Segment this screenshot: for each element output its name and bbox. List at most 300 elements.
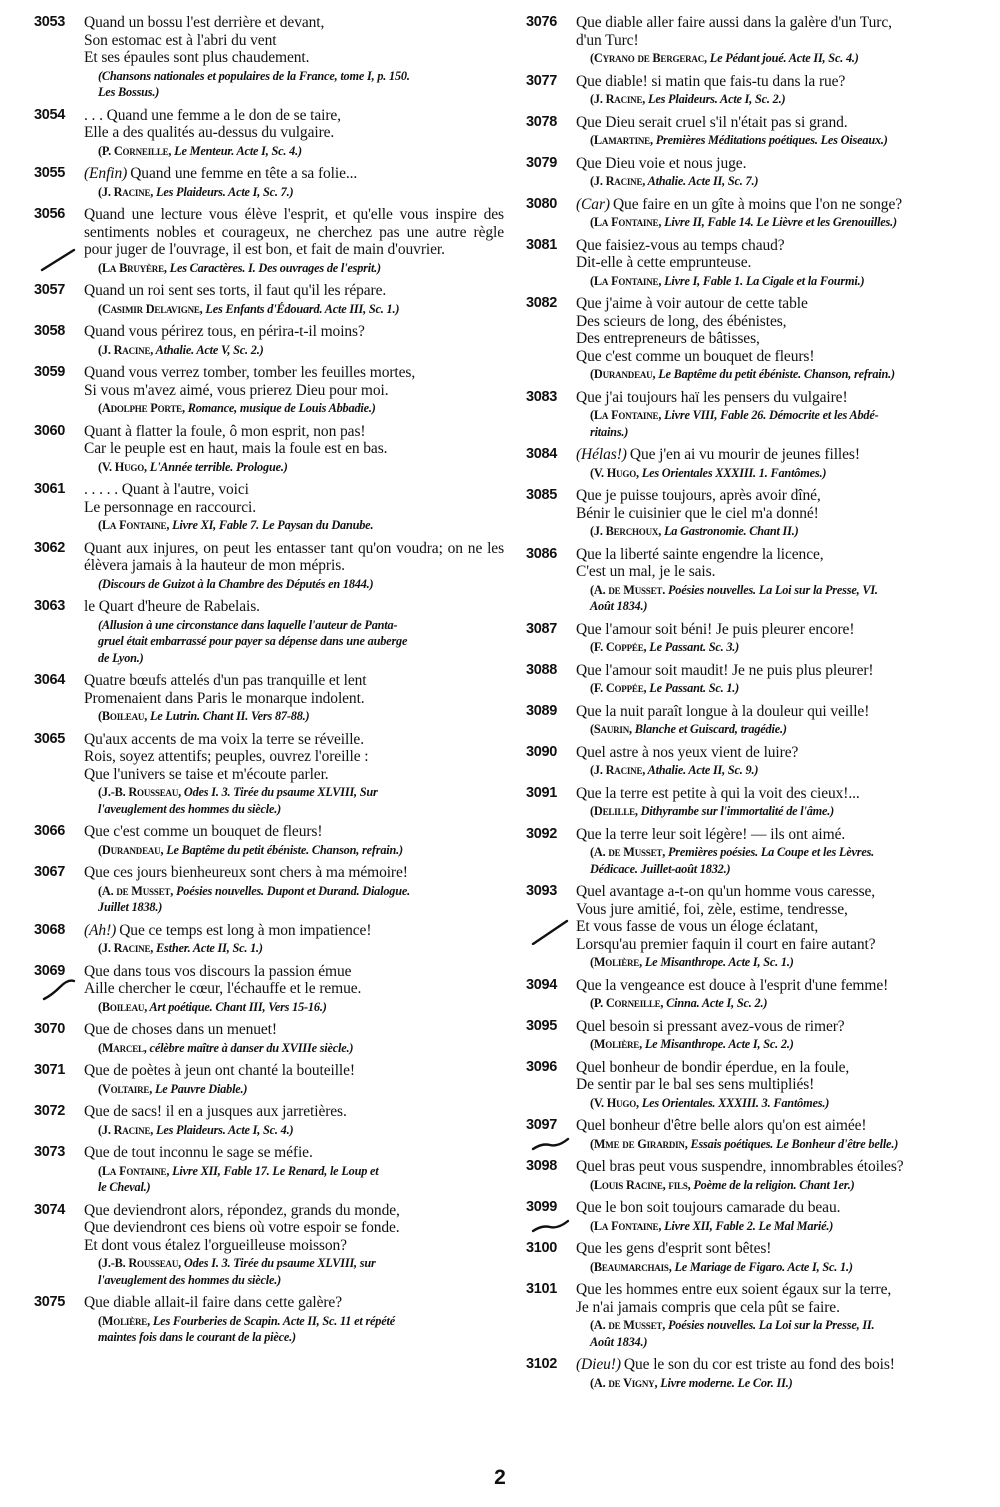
quote-source xyxy=(576,681,996,696)
quote-text: Que faisiez-vous au temps chaud? xyxy=(576,236,785,254)
source-work: Dithyrambe sur l'immortalité de l'âme.) xyxy=(637,804,835,818)
quote-line xyxy=(84,49,504,67)
quote-text: Que j'en ai vu mourir de jeunes filles! xyxy=(629,446,860,463)
quote-entry xyxy=(34,963,504,1015)
source-author: (Voltaire, xyxy=(98,1081,153,1096)
source-author: (J. Racine, xyxy=(590,174,646,188)
quote-line xyxy=(576,1199,996,1217)
quote-line xyxy=(84,323,504,341)
quote-source xyxy=(576,1335,996,1350)
source-work: (Discours de Guizot à la Chambre des Députés en 1844.) xyxy=(98,576,374,591)
source-work: Poésies nouvelles. Dupont et Durand. Dialogue. xyxy=(173,883,411,898)
quote-entry xyxy=(34,1021,504,1055)
quote-source xyxy=(576,862,996,877)
source-author: (Molière, xyxy=(98,1313,150,1328)
quote-text: Vous jure amitié, foi, zèle, estime, tendresse, xyxy=(576,900,848,918)
quote-number: 3078 xyxy=(526,113,558,130)
quote-entry xyxy=(34,672,504,724)
quote-line xyxy=(84,1021,504,1039)
quote-text: Car le peuple est en haut, mais la foule est en bas. xyxy=(84,440,388,457)
quote-number: 3097 xyxy=(526,1117,558,1133)
source-author: (La Fontaine, xyxy=(590,408,662,422)
quote-number: 3063 xyxy=(34,598,66,614)
source-author: (Louis Racine, fils, xyxy=(590,1177,691,1192)
quote-line xyxy=(576,114,996,132)
quote-text: Dit-elle à cette emprunteuse. xyxy=(576,254,752,271)
quote-text: Que de poètes à jeun ont chanté la bouteille! xyxy=(84,1062,355,1079)
quote-line xyxy=(84,1144,504,1162)
quote-entry xyxy=(34,1144,504,1195)
source-author: (A. de Vigny, xyxy=(590,1375,658,1390)
source-work: Athalie. Acte II, Sc. 9.) xyxy=(645,763,759,777)
source-work: Livre XII, Fable 17. Le Renard, le Loup et xyxy=(169,1163,379,1178)
source-author: (La Bruyère, xyxy=(98,260,167,275)
quote-text: Quel bonheur de bondir éperdue, en la foule, xyxy=(576,1058,850,1076)
quote-entry xyxy=(34,481,504,533)
source-work: Poésies nouvelles. La Loi sur la Presse, VI. xyxy=(665,582,878,597)
source-work: Athalie. Acte V, Sc. 2.) xyxy=(153,342,264,357)
quote-entry xyxy=(526,1356,996,1390)
margin-pen-mark xyxy=(38,246,78,272)
quote-line xyxy=(576,826,996,844)
quote-entry xyxy=(34,1062,504,1096)
source-work: Les Orientales XXXIII. 1. Fantômes.) xyxy=(638,465,827,480)
quote-lead-word: (Car) xyxy=(576,195,610,213)
quote-source xyxy=(576,367,996,382)
quote-text: d'un Turc! xyxy=(576,31,639,49)
quote-line xyxy=(576,14,996,32)
quote-source xyxy=(84,618,504,633)
source-work: maintes fois dans le courant de la pièce.) xyxy=(98,1330,296,1344)
quote-source xyxy=(576,996,996,1011)
source-work: célèbre maître à danser du XVIIIe siècle.) xyxy=(146,1040,354,1055)
quote-source xyxy=(576,722,996,737)
quote-text: Le personnage en raccourci. xyxy=(84,498,257,516)
source-work: Les Plaideurs. Acte I, Sc. 4.) xyxy=(153,1122,294,1137)
quote-lead-word: (Dieu!) xyxy=(576,1356,621,1373)
source-author: (Casimir Delavigne, xyxy=(98,301,203,316)
quote-entry xyxy=(34,364,504,416)
quote-text: Quatre bœufs attelés d'un pas tranquille et lent xyxy=(84,672,367,689)
quote-line xyxy=(84,124,504,142)
quote-text: Que de tout inconnu le sage se méfie. xyxy=(84,1144,313,1161)
quote-entry xyxy=(526,237,996,289)
quote-lead-word: (Enfin) xyxy=(84,165,128,182)
quote-number: 3072 xyxy=(34,1103,66,1119)
quote-line xyxy=(576,546,996,564)
quote-number: 3079 xyxy=(526,154,558,171)
quote-source xyxy=(84,69,504,84)
quote-line xyxy=(84,1202,504,1220)
quote-text: Son estomac est à l'abri du vent xyxy=(84,31,277,49)
source-work: l'aveuglement des hommes du siècle.) xyxy=(98,801,282,816)
quote-text: Que l'univers se taise et m'écoute parler. xyxy=(84,765,329,783)
quote-number: 3061 xyxy=(34,481,66,497)
quote-line xyxy=(576,73,996,91)
quote-source xyxy=(84,302,504,317)
source-work: Dédicace. Juillet-août 1832.) xyxy=(590,861,731,876)
quote-source xyxy=(84,343,504,358)
source-work: Juillet 1838.) xyxy=(98,900,163,914)
source-work: Romance, musique de Louis Abbadie.) xyxy=(184,401,376,415)
source-work: Le Misanthrope. Acte I, Sc. 1.) xyxy=(642,955,794,969)
source-work: le Cheval.) xyxy=(98,1180,151,1194)
quote-line xyxy=(576,487,996,505)
quote-entry xyxy=(34,165,504,199)
quote-entry xyxy=(34,598,504,665)
quote-entry xyxy=(526,446,996,480)
quote-entry xyxy=(526,389,996,440)
quote-line xyxy=(576,1356,996,1374)
quote-line xyxy=(576,505,996,523)
quote-text: Que faire en un gîte à moins que l'on ne songe? xyxy=(612,195,903,213)
quote-line xyxy=(576,295,996,313)
source-work: Cinna. Acte I, Sc. 2.) xyxy=(663,996,768,1010)
quote-line xyxy=(576,1299,996,1317)
quote-entry xyxy=(34,1103,504,1137)
quote-line xyxy=(84,766,504,784)
source-work: Art poétique. Chant III, Vers 15-16.) xyxy=(147,999,327,1014)
source-work: Blanche et Guiscard, tragédie.) xyxy=(631,722,787,736)
quote-line xyxy=(84,14,504,32)
source-author: (J. Berchoux, xyxy=(590,524,662,538)
quote-source xyxy=(84,1000,504,1015)
quote-source xyxy=(84,900,504,915)
quote-line xyxy=(576,348,996,366)
quote-entry xyxy=(526,662,996,696)
quote-number: 3069 xyxy=(34,962,66,979)
quote-text: Et dont vous étalez l'orgueilleuse moisson? xyxy=(84,1236,347,1254)
source-work: Le Pédant joué. Acte II, Sc. 4.) xyxy=(706,51,859,65)
quote-entry xyxy=(34,922,504,956)
quote-line xyxy=(576,563,996,581)
quote-text: Lorsqu'au premier faquin il court en faire autant? xyxy=(576,935,876,953)
source-author: (Adolphe Porte, xyxy=(98,401,185,415)
quote-source xyxy=(576,1137,996,1152)
quote-source xyxy=(576,524,996,539)
quote-line xyxy=(84,1103,504,1121)
quote-line xyxy=(576,703,996,721)
quote-line xyxy=(84,963,504,981)
quote-entry xyxy=(526,826,996,877)
quote-text: Que Dieu serait cruel s'il n'était pas si grand. xyxy=(576,113,848,131)
quote-text: Que diable allait-il faire dans cette galère? xyxy=(84,1294,342,1311)
source-work: Poésies nouvelles. La Loi sur la Presse, II. xyxy=(665,1318,875,1332)
quote-text: Que diable aller faire aussi dans la galère d'un Turc, xyxy=(576,14,892,31)
source-work: Athalie. Acte II, Sc. 7.) xyxy=(645,174,759,188)
margin-pen-mark xyxy=(530,1213,570,1239)
quote-text: Quant aux injures, on peut les entasser tant qu'on voudra; on ne les élèvera jamais à la hauteur de mon mépris. xyxy=(84,539,504,574)
quote-number: 3087 xyxy=(526,620,558,637)
source-work: Les Plaideurs. Acte I, Sc. 7.) xyxy=(153,184,294,199)
quote-number: 3089 xyxy=(526,702,558,719)
quote-source xyxy=(84,577,504,592)
quote-text: Que les hommes entre eux soient égaux sur la terre, xyxy=(576,1281,892,1298)
quote-source xyxy=(84,518,504,533)
quote-text: Que l'amour soit maudit! Je ne puis plus pleurer! xyxy=(576,661,874,679)
quote-entry xyxy=(526,977,996,1011)
quote-entry xyxy=(526,744,996,778)
source-author: (P. Corneille, xyxy=(98,143,172,158)
source-work: Les Plaideurs. Acte I, Sc. 2.) xyxy=(645,92,786,106)
source-author: (La Fontaine, xyxy=(590,273,662,288)
source-author: (Boileau, xyxy=(98,709,148,723)
quote-line xyxy=(576,330,996,348)
quote-entry xyxy=(526,1240,996,1274)
margin-pen-mark xyxy=(38,977,78,1003)
source-author: (J.-B. Rousseau, xyxy=(98,785,182,799)
quote-line xyxy=(84,382,504,400)
quote-text: Que c'est comme un bouquet de fleurs! xyxy=(84,823,323,840)
source-author: (J. Racine, xyxy=(590,763,646,777)
quote-text: Que l'amour soit béni! Je puis pleurer encore! xyxy=(576,620,855,638)
quote-entry xyxy=(526,883,996,970)
source-work: Le Passant. Sc. 3.) xyxy=(646,640,740,654)
source-author: (La Fontaine, xyxy=(98,518,170,532)
source-author: (J. Racine, xyxy=(590,92,646,106)
source-work: l'aveuglement des hommes du siècle.) xyxy=(98,1272,282,1287)
source-author: (Saurin, xyxy=(590,722,632,736)
quote-entry xyxy=(526,487,996,539)
quote-text: Je n'ai jamais compris que cela pût se faire. xyxy=(576,1298,840,1316)
quote-source xyxy=(84,401,504,416)
source-author: (F. Coppée, xyxy=(590,640,647,654)
quote-number: 3080 xyxy=(526,195,558,212)
quote-source xyxy=(84,634,504,649)
source-author: (La Fontaine, xyxy=(98,1163,170,1178)
quote-line xyxy=(84,206,504,259)
source-work: Livre II, Fable 14. Le Lièvre et les Grenouilles.) xyxy=(661,215,897,229)
source-author: (A. de Musset, xyxy=(590,1318,666,1332)
quote-source xyxy=(576,1219,996,1234)
quote-line xyxy=(576,918,996,936)
quote-line xyxy=(576,744,996,762)
source-author: (Marcel, xyxy=(98,1040,147,1055)
source-author: (F. Coppée, xyxy=(590,681,647,695)
quote-text: Que deviendront alors, répondez, grands du monde, xyxy=(84,1201,400,1219)
source-work: Le Baptême du petit ébéniste. Chanson, refrain.) xyxy=(163,842,403,857)
source-author: (A. de Musset, xyxy=(98,883,174,898)
source-author: (Molière, xyxy=(590,1037,642,1051)
quote-number: 3082 xyxy=(526,295,558,311)
quote-number: 3065 xyxy=(34,730,66,747)
quote-number: 3094 xyxy=(526,976,558,993)
quote-line xyxy=(576,446,996,464)
quote-text: Quand une lecture vous élève l'esprit, et qu'elle vous inspire des sentiments nobles et courageux, ne cherchez pas une autre règle pour juger de l'ouvrage, il est bon, et fait de main d'ouvrier. xyxy=(84,206,504,258)
quote-entry xyxy=(34,864,504,915)
quote-number: 3099 xyxy=(526,1199,558,1215)
quote-line xyxy=(576,1281,996,1299)
quote-number: 3095 xyxy=(526,1017,558,1034)
quote-source xyxy=(84,185,504,200)
source-author: (J. Racine, xyxy=(98,342,154,357)
quote-source xyxy=(576,1037,996,1052)
quote-entry xyxy=(526,546,996,614)
quote-entry xyxy=(526,1281,996,1349)
quote-number: 3074 xyxy=(34,1201,66,1218)
quote-source xyxy=(84,843,504,858)
quote-number: 3057 xyxy=(34,282,66,298)
quote-text: Bénir le cuisinier que le ciel m'a donné! xyxy=(576,504,819,522)
quote-line xyxy=(84,1219,504,1237)
quote-entry xyxy=(34,107,504,159)
quote-number: 3084 xyxy=(526,446,558,462)
quote-number: 3102 xyxy=(526,1356,558,1372)
quote-lead-word: (Ah!) xyxy=(84,921,117,939)
quote-number: 3071 xyxy=(34,1062,66,1078)
quote-entry xyxy=(34,323,504,357)
source-author: (P. Corneille, xyxy=(590,996,664,1010)
quote-text: Des entrepreneurs de bâtisses, xyxy=(576,330,760,347)
quote-source xyxy=(84,1041,504,1056)
quote-source xyxy=(576,1178,996,1193)
quote-source xyxy=(84,261,504,276)
source-work: ritains.) xyxy=(590,424,629,439)
source-work: Odes I. 3. Tirée du psaume XLVIII, sur xyxy=(181,1256,376,1270)
quote-line xyxy=(84,823,504,841)
quote-text: Quel besoin si pressant avez-vous de rimer? xyxy=(576,1017,845,1035)
quote-line xyxy=(84,107,504,125)
source-author: (V. Hugo, xyxy=(590,1095,639,1110)
source-author: (Lamartine, xyxy=(590,133,653,147)
quote-entry xyxy=(526,1158,996,1192)
quote-source xyxy=(576,408,996,423)
quote-entry xyxy=(526,703,996,737)
source-work: La Gastronomie. Chant II.) xyxy=(661,524,799,538)
quote-lead-word: (Hélas!) xyxy=(576,446,627,463)
source-work: Les Fourberies de Scapin. Acte II, Sc. 11 et répété xyxy=(150,1313,395,1328)
quote-number: 3075 xyxy=(34,1294,66,1310)
quote-source xyxy=(576,640,996,655)
quote-line xyxy=(84,423,504,441)
quote-text: Que deviendront ces biens où votre espoir se fonde. xyxy=(84,1219,400,1236)
quote-source xyxy=(576,466,996,481)
source-work: (Chansons nationales et populaires de la France, tome I, p. 150. xyxy=(98,68,410,83)
source-work: gruel était embarrassé pour payer sa dépense dans une auberge xyxy=(98,634,408,648)
quote-line xyxy=(84,731,504,749)
quote-line xyxy=(84,1237,504,1255)
quote-line xyxy=(576,936,996,954)
source-author: (La Fontaine, xyxy=(590,215,662,229)
source-author: (Mme de Girardin, xyxy=(590,1136,688,1151)
source-work: Livre moderne. Le Cor. II.) xyxy=(657,1375,793,1390)
quote-line xyxy=(84,922,504,940)
quote-entry xyxy=(526,785,996,819)
quote-number: 3100 xyxy=(526,1240,558,1256)
quote-source xyxy=(576,133,996,148)
quote-line xyxy=(576,977,996,995)
source-work: Livre XI, Fable 7. Le Paysan du Danube. xyxy=(169,518,374,532)
quote-number: 3096 xyxy=(526,1058,558,1075)
quote-text: Que de choses dans un menuet! xyxy=(84,1021,277,1038)
quote-source xyxy=(576,583,996,598)
quote-line xyxy=(84,499,504,517)
quote-source xyxy=(84,1273,504,1288)
quote-line xyxy=(84,748,504,766)
quote-number: 3066 xyxy=(34,823,66,839)
quote-number: 3067 xyxy=(34,864,66,880)
quote-entry xyxy=(34,423,504,475)
source-work: Le Baptême du petit ébéniste. Chanson, refrain.) xyxy=(655,367,895,381)
quote-line xyxy=(576,1158,996,1176)
quote-text: . . . Quand une femme a le don de se taire, xyxy=(84,106,341,124)
source-work: Premières Méditations poétiques. Les Oiseaux.) xyxy=(652,133,888,147)
quote-text: C'est un mal, je le sais. xyxy=(576,563,716,580)
quote-number: 3070 xyxy=(34,1021,66,1037)
quote-number: 3091 xyxy=(526,784,558,801)
margin-pen-mark xyxy=(530,1131,570,1157)
quote-text: Si vous m'avez aimé, vous prierez Dieu pour moi. xyxy=(84,381,389,399)
quote-text: Que j'aime à voir autour de cette table xyxy=(576,295,808,312)
quote-source xyxy=(84,651,504,666)
quote-text: Et ses épaules sont plus chaudement. xyxy=(84,49,310,66)
quote-line xyxy=(576,785,996,803)
quote-number: 3088 xyxy=(526,661,558,678)
source-work: Premières poésies. La Coupe et les Lèvres. xyxy=(665,845,875,859)
quote-text: Que la nuit paraît longue à la douleur qui veille! xyxy=(576,702,870,720)
quote-text: Que la terre est petite à qui la voit des cieux!... xyxy=(576,784,860,802)
quote-entry xyxy=(526,73,996,107)
source-work: Les Bossus.) xyxy=(98,85,160,99)
quote-source xyxy=(576,1260,996,1275)
source-author: (A. de Musset, xyxy=(590,845,666,859)
source-author: (Molière, xyxy=(590,955,642,969)
quote-text: Et vous fasse de vous un éloge éclatant, xyxy=(576,918,819,935)
quote-source xyxy=(84,802,504,817)
quote-source xyxy=(84,1180,504,1195)
quote-number: 3059 xyxy=(34,364,66,380)
quote-line xyxy=(576,1018,996,1036)
quote-number: 3077 xyxy=(526,72,558,89)
quote-number: 3081 xyxy=(526,236,558,253)
quote-text: Promenaient dans Paris le monarque indolent. xyxy=(84,689,365,707)
source-work: Les Enfants d'Édouard. Acte III, Sc. 1.) xyxy=(202,301,400,316)
margin-pen-mark xyxy=(530,919,570,945)
source-author: (J. Racine, xyxy=(98,941,154,955)
quote-text: Quand un bossu l'est derrière et devant, xyxy=(84,14,325,31)
quote-text: Que la liberté sainte engendre la licence, xyxy=(576,545,824,563)
quote-entry xyxy=(34,1294,504,1345)
quote-text: . . . . . Quant à l'autre, voici xyxy=(84,481,249,498)
right-column xyxy=(526,14,996,1397)
quote-text: Que dans tous vos discours la passion émue xyxy=(84,962,352,980)
quote-source xyxy=(576,1096,996,1111)
quote-number: 3076 xyxy=(526,14,558,30)
quote-entry xyxy=(526,155,996,189)
quote-entry xyxy=(526,114,996,148)
quote-text: Aille chercher le cœur, l'échauffe et le remue. xyxy=(84,980,362,997)
source-author: (Durandeau, xyxy=(98,842,164,857)
quote-source xyxy=(84,1123,504,1138)
quote-number: 3083 xyxy=(526,388,558,405)
quote-source xyxy=(84,1314,504,1329)
quote-text: Quel bonheur d'être belle alors qu'on est aimée! xyxy=(576,1117,867,1134)
quote-text: Que de sacs! il en a jusques aux jarretières. xyxy=(84,1103,347,1120)
quote-line xyxy=(576,155,996,173)
quote-text: Qu'aux accents de ma voix la terre se réveille. xyxy=(84,730,364,748)
page-number: 2 xyxy=(494,1466,506,1489)
source-work: Essais poétiques. Le Bonheur d'être belle.) xyxy=(687,1136,899,1151)
quote-line xyxy=(576,883,996,901)
quote-source xyxy=(576,51,996,66)
quote-text: Quant à flatter la foule, ô mon esprit, non pas! xyxy=(84,422,366,440)
quote-number: 3060 xyxy=(34,422,66,439)
quote-entry xyxy=(526,1199,996,1233)
quote-text: Quel avantage a-t-on qu'un homme vous caresse, xyxy=(576,883,876,900)
quote-number: 3098 xyxy=(526,1158,558,1174)
quote-text: Que ces jours bienheureux sont chers à ma mémoire! xyxy=(84,864,408,881)
quote-line xyxy=(576,1076,996,1094)
